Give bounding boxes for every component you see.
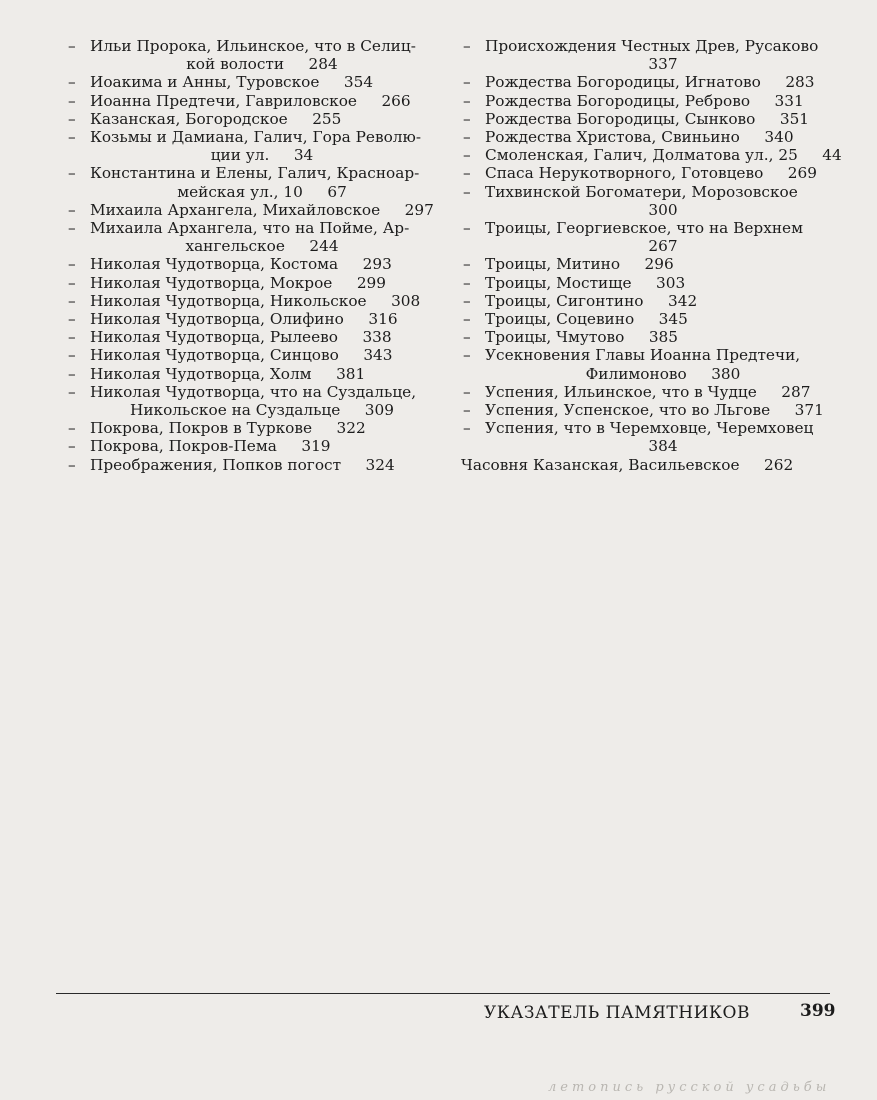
entry-dash: – <box>463 146 471 165</box>
index-entry <box>66 255 434 273</box>
entry-page-number: 324 <box>365 455 395 474</box>
index-entry <box>461 346 841 382</box>
index-entry <box>66 37 434 73</box>
entry-page-number: 283 <box>785 73 815 92</box>
entry-text: Смоленская, Галич, Долматова ул., 25 <box>485 146 798 165</box>
entry-line <box>66 92 434 110</box>
entry-line <box>66 110 434 128</box>
entry-text: Спаса Нерукотворного, Готовцево <box>485 164 764 183</box>
index-entry <box>461 37 841 73</box>
entry-text: Часовня Казанская, Васильевское <box>461 455 740 474</box>
entry-text: Николая Чудотворца, Рылеево <box>90 328 338 347</box>
entry-page-number: 340 <box>764 128 794 147</box>
entry-page-number: 287 <box>781 382 811 401</box>
index-entry <box>461 110 841 128</box>
entry-line <box>461 365 841 383</box>
entry-page-number: 322 <box>336 419 366 438</box>
index-entry <box>461 164 841 182</box>
entry-line <box>66 219 434 237</box>
index-column-left <box>66 37 434 474</box>
entry-text: Покрова, Покров в Туркове <box>90 419 313 438</box>
footer-rule <box>56 993 830 994</box>
entry-dash: – <box>68 255 76 274</box>
index-entry <box>461 456 841 474</box>
entry-text: Троицы, Митино <box>485 255 621 274</box>
index-entry <box>66 219 434 255</box>
entry-text: Тихвинской Богоматери, Морозовское <box>485 182 798 201</box>
entry-text: Николая Чудотворца, Никольское <box>90 291 367 310</box>
entry-text: Константина и Елены, Галич, Красноар- <box>90 164 420 183</box>
entry-page-number: 255 <box>312 109 342 128</box>
index-entry <box>66 346 434 364</box>
entry-text: Николая Чудотворца, Мокрое <box>90 273 333 292</box>
entry-text: Козьмы и Дамиана, Галич, Гора Револю- <box>90 128 422 147</box>
entry-line <box>461 419 841 437</box>
index-entry <box>66 274 434 292</box>
entry-line <box>66 401 434 419</box>
entry-text: Троицы, Сигонтино <box>485 291 644 310</box>
entry-dash: – <box>463 164 471 183</box>
index-entry <box>461 219 841 255</box>
entry-page-number: 266 <box>381 91 411 110</box>
entry-text: Рождества Богородицы, Сынково <box>485 109 756 128</box>
entry-line <box>461 383 841 401</box>
entry-page-number: 308 <box>391 291 421 310</box>
entry-dash: – <box>68 109 76 128</box>
entry-dash: – <box>463 73 471 92</box>
entry-dash: – <box>68 346 76 365</box>
entry-dash: – <box>68 291 76 310</box>
entry-line <box>461 274 841 292</box>
index-entry <box>461 419 841 455</box>
entry-line <box>66 128 434 146</box>
entry-page-number: 343 <box>363 346 393 365</box>
index-entry <box>461 292 841 310</box>
entry-page-number: 381 <box>336 364 366 383</box>
entry-text: Преображения, Попков погост <box>90 455 342 474</box>
entry-line <box>461 346 841 364</box>
entry-dash: – <box>68 310 76 329</box>
index-entry <box>66 73 434 91</box>
entry-line <box>461 328 841 346</box>
index-entry <box>461 328 841 346</box>
entry-page-number: 297 <box>404 200 434 219</box>
page-number: 399 <box>800 1001 836 1021</box>
entry-line <box>66 55 434 73</box>
entry-text: Покрова, Покров-Пема <box>90 437 277 456</box>
entry-dash: – <box>68 164 76 183</box>
index-entry <box>66 110 434 128</box>
entry-dash: – <box>463 219 471 238</box>
entry-line <box>461 310 841 328</box>
entry-dash: – <box>68 219 76 238</box>
entry-dash: – <box>68 273 76 292</box>
entry-dash: – <box>463 255 471 274</box>
entry-text: Троицы, Мостище <box>485 273 632 292</box>
entry-text: Рождества Богородицы, Реброво <box>485 91 751 110</box>
index-entry <box>461 92 841 110</box>
entry-dash: – <box>463 401 471 420</box>
entry-line <box>461 92 841 110</box>
entry-line <box>66 255 434 273</box>
index-entry <box>461 401 841 419</box>
index-entry <box>461 128 841 146</box>
entry-page-number: 303 <box>655 273 686 292</box>
entry-line <box>66 237 434 255</box>
index-entry <box>66 456 434 474</box>
index-entry <box>461 383 841 401</box>
entry-line <box>66 456 434 474</box>
entry-page-number: 299 <box>356 273 387 292</box>
entry-line <box>461 219 841 237</box>
entry-line <box>66 437 434 455</box>
entry-dash: – <box>463 291 471 310</box>
entry-page-number: 337 <box>648 55 678 74</box>
entry-dash: – <box>68 382 76 401</box>
entry-line <box>66 274 434 292</box>
entry-line <box>66 383 434 401</box>
entry-line <box>461 73 841 91</box>
entry-text: Филимоново <box>585 364 687 383</box>
entry-text: кой волости <box>186 55 285 74</box>
entry-text: Рождества Богородицы, Игнатово <box>485 73 761 92</box>
entry-dash: – <box>463 419 471 438</box>
entry-page-number: 316 <box>368 310 398 329</box>
entry-page-number: 331 <box>774 91 804 110</box>
entry-line <box>461 255 841 273</box>
entry-text: Троицы, Чмутово <box>485 328 625 347</box>
entry-page-number: 345 <box>658 310 688 329</box>
entry-line <box>66 328 434 346</box>
entry-line <box>461 401 841 419</box>
entry-dash: – <box>463 382 471 401</box>
entry-text: Троицы, Соцевино <box>485 310 635 329</box>
entry-page-number: 380 <box>711 364 741 383</box>
entry-dash: – <box>68 419 76 438</box>
entry-line <box>66 73 434 91</box>
entry-text: Иоакима и Анны, Туровское <box>90 73 320 92</box>
entry-text: Николая Чудотворца, что на Суздальце, <box>90 382 417 401</box>
entry-dash: – <box>463 37 471 55</box>
index-entry <box>461 274 841 292</box>
entry-text: Никольское на Суздальце <box>130 401 341 420</box>
entry-line <box>461 128 841 146</box>
entry-dash: – <box>68 91 76 110</box>
entry-text: Николая Чудотворца, Олифино <box>90 310 344 329</box>
entry-text: Михаила Архангела, Михайловское <box>90 200 381 219</box>
entry-text: хангельское <box>185 237 285 256</box>
entry-line <box>66 201 434 219</box>
entry-page-number: 284 <box>308 55 338 74</box>
entry-line <box>66 146 434 164</box>
entry-page-number: 354 <box>343 73 374 92</box>
watermark: летопись русской усадьбы <box>548 1080 831 1095</box>
index-entry <box>66 164 434 200</box>
index-entry <box>66 292 434 310</box>
entry-line <box>461 37 841 55</box>
entry-dash: – <box>68 328 76 347</box>
entry-page-number: 351 <box>779 109 810 128</box>
index-entry <box>66 365 434 383</box>
index-entry <box>461 183 841 219</box>
entry-page-number: 67 <box>327 182 347 201</box>
entry-text: Михаила Архангела, что на Пойме, Ар- <box>90 219 410 238</box>
entry-text: Происхождения Честных Древ, Русаково <box>485 37 819 55</box>
entry-page-number: 293 <box>362 255 392 274</box>
entry-dash: – <box>463 310 471 329</box>
entry-text: Ильи Пророка, Ильинское, что в Селиц- <box>90 37 416 55</box>
entry-line <box>66 164 434 182</box>
entry-text: Троицы, Георгиевское, что на Верхнем <box>485 219 803 238</box>
index-entry <box>66 328 434 346</box>
entry-dash: – <box>463 91 471 110</box>
entry-text: Николая Чудотворца, Холм <box>90 364 312 383</box>
entry-page-number: 342 <box>668 291 698 310</box>
entry-page-number: 244 <box>309 237 339 256</box>
entry-dash: – <box>463 346 471 365</box>
entry-dash: – <box>68 37 76 55</box>
entry-line <box>461 456 841 474</box>
entry-line <box>66 37 434 55</box>
entry-line <box>66 183 434 201</box>
entry-line <box>461 292 841 310</box>
index-entry <box>66 128 434 164</box>
entry-text: Усекновения Главы Иоанна Предтечи, <box>485 346 801 365</box>
entry-page-number: 309 <box>364 401 394 420</box>
entry-text: Успения, Успенское, что во Льгове <box>485 401 771 420</box>
entry-dash: – <box>463 109 471 128</box>
entry-dash: – <box>463 273 471 292</box>
index-entry <box>461 146 841 164</box>
index-entry <box>66 437 434 455</box>
entry-dash: – <box>463 128 471 147</box>
entry-page-number: 300 <box>648 200 678 219</box>
entry-line <box>66 419 434 437</box>
entry-page-number: 384 <box>648 437 678 456</box>
entry-text: Казанская, Богородское <box>90 109 288 128</box>
entry-dash: – <box>68 73 76 92</box>
entry-dash: – <box>68 364 76 383</box>
entry-line <box>66 346 434 364</box>
entry-text: Рождества Христова, Свиньино <box>485 128 740 147</box>
entry-page-number: 262 <box>763 455 794 474</box>
entry-dash: – <box>68 128 76 147</box>
index-entry <box>461 73 841 91</box>
entry-dash: – <box>68 200 76 219</box>
index-entry <box>66 310 434 328</box>
entry-line <box>66 292 434 310</box>
index-entry <box>66 201 434 219</box>
index-entry <box>66 92 434 110</box>
entry-dash: – <box>68 455 76 474</box>
index-entry <box>66 419 434 437</box>
entry-page-number: 371 <box>794 401 824 420</box>
entry-line <box>461 146 841 164</box>
entry-dash: – <box>68 437 76 456</box>
entry-line <box>66 365 434 383</box>
entry-page-number: 34 <box>293 146 314 165</box>
entry-text: Успения, что в Черемховце, Черемховец <box>485 419 814 438</box>
entry-line <box>461 110 841 128</box>
index-entry <box>461 255 841 273</box>
entry-page-number: 296 <box>644 255 674 274</box>
index-entry <box>461 310 841 328</box>
entry-page-number: 385 <box>648 328 679 347</box>
entry-text: Николая Чудотворца, Костома <box>90 255 339 274</box>
entry-page-number: 338 <box>362 328 392 347</box>
entry-text: Успения, Ильинское, что в Чудце <box>485 382 757 401</box>
entry-page-number: 267 <box>648 237 678 256</box>
entry-dash: – <box>463 328 471 347</box>
entry-text: Николая Чудотворца, Синцово <box>90 346 339 365</box>
index-entry <box>66 383 434 419</box>
entry-page-number: 319 <box>301 437 331 456</box>
entry-line <box>461 183 841 201</box>
entry-text: мейская ул., 10 <box>177 182 303 201</box>
entry-page-number: 269 <box>787 164 817 183</box>
index-column-right <box>461 37 841 474</box>
entry-dash: – <box>463 182 471 201</box>
entry-line <box>66 310 434 328</box>
entry-line <box>461 164 841 182</box>
entry-page-number: 44 <box>822 146 842 165</box>
entry-text: Иоанна Предтечи, Гавриловское <box>90 91 357 110</box>
entry-text: ции ул. <box>210 146 270 165</box>
running-title: УКАЗАТЕЛЬ ПАМЯТНИКОВ <box>484 1003 750 1023</box>
